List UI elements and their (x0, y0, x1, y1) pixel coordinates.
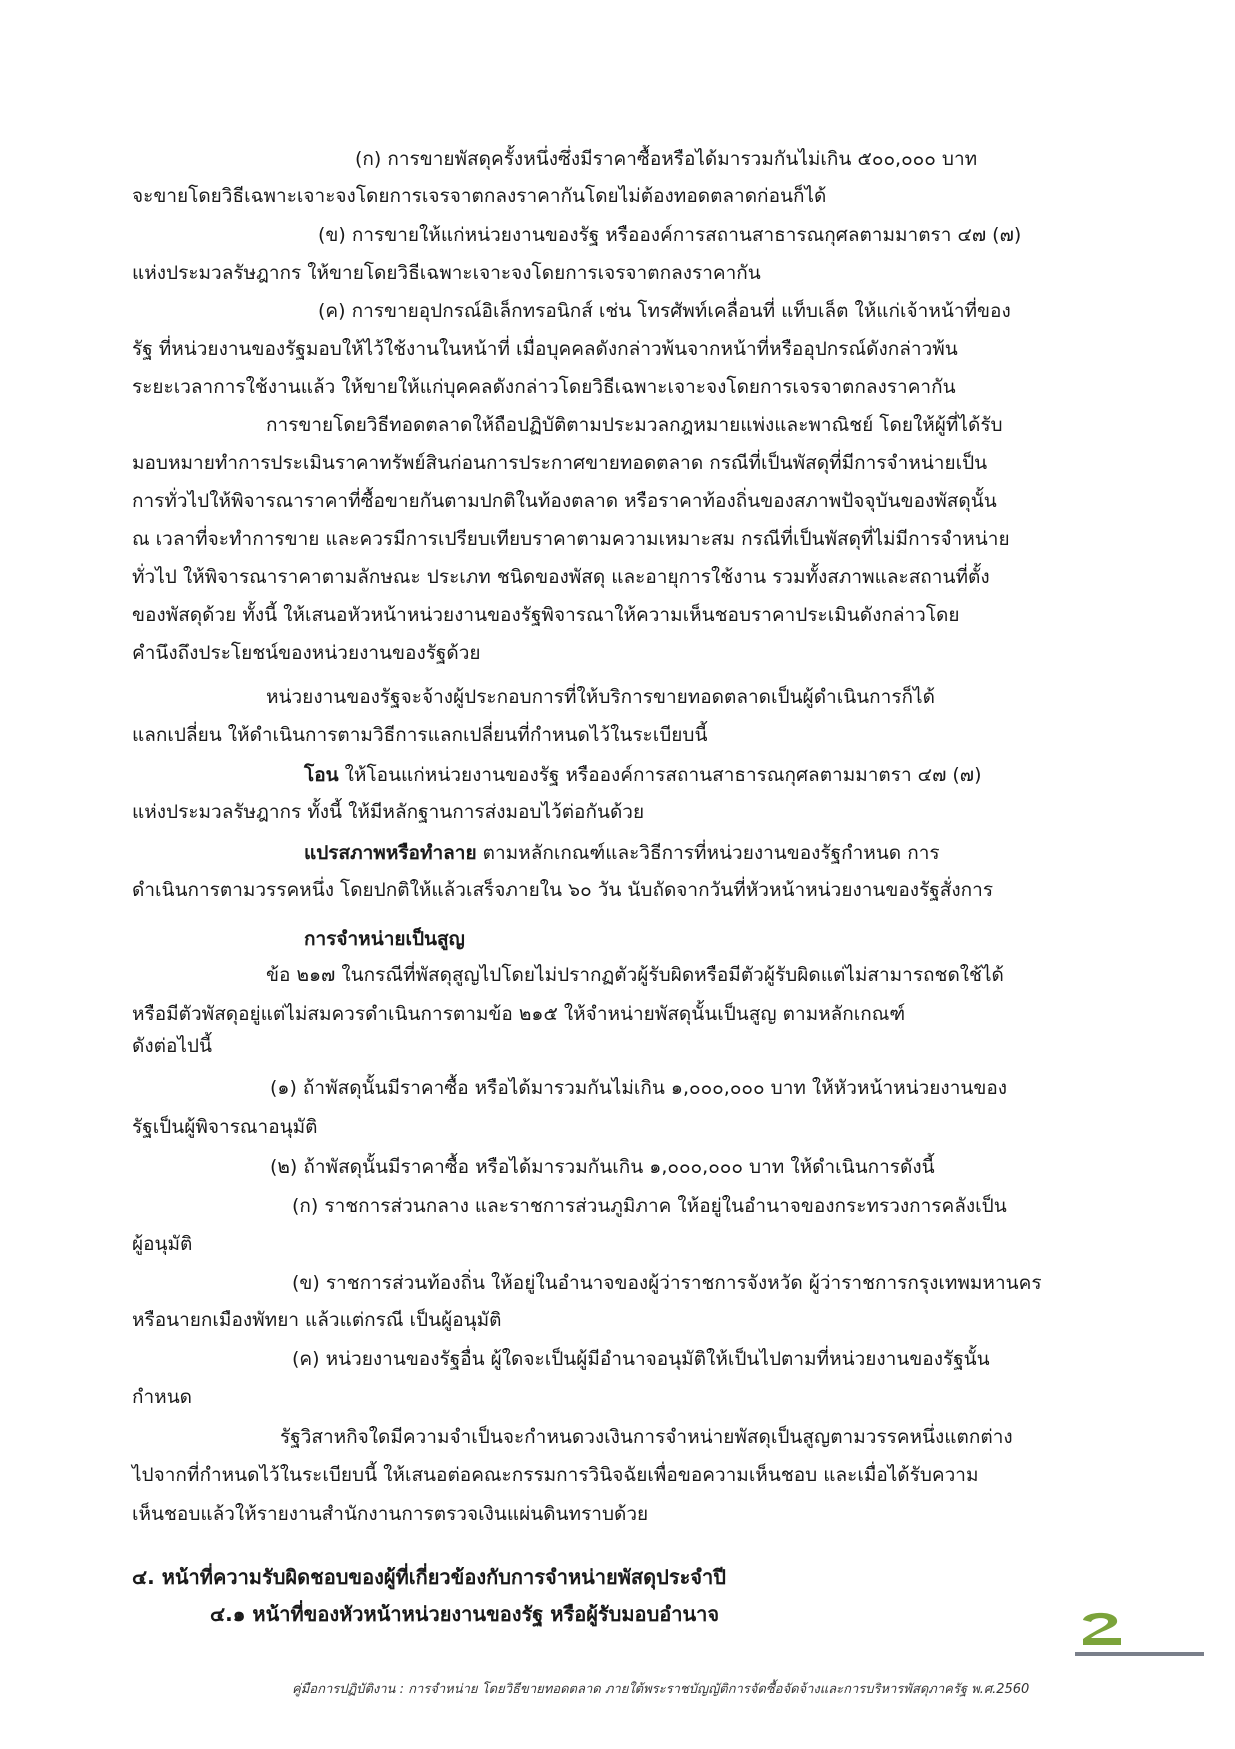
text-line: (ก) การขายพัสดุครั้งหนึ่งซึ่งมีราคาซื้อหรือได้มารวมกันไม่เกิน ๕๐๐,๐๐๐ บาท (355, 148, 978, 170)
text-line: หรือนายกเมืองพัทยา แล้วแต่กรณี เป็นผู้อนุมัติ (132, 1309, 502, 1331)
text-line: (๑) ถ้าพัสดุนั้นมีราคาซื้อ หรือได้มารวมกันไม่เกิน ๑,๐๐๐,๐๐๐ บาท ให้หัวหน้าหน่วยงานของ (270, 1077, 1008, 1099)
text-span: ให้โอนแก่หน่วยงานของรัฐ หรือองค์การสถานสาธารณกุศลตามมาตรา ๔๗ (๗) (338, 764, 982, 786)
text-line: หรือมีตัวพัสดุอยู่แต่ไม่สมควรดำเนินการตามข้อ ๒๑๕ ให้จำหน่ายพัสดุนั้นเป็นสูญ ตามหลักเกณฑ์ (132, 1003, 906, 1025)
text-line: (ข) ราชการส่วนท้องถิ่น ให้อยู่ในอำนาจของผู้ว่าราชการจังหวัด ผู้ว่าราชการกรุงเทพมหานคร (292, 1272, 1042, 1294)
text-line (304, 762, 982, 788)
text-line: รัฐเป็นผู้พิจารณาอนุมัติ (132, 1116, 318, 1138)
subsection-heading: ๔.๑ หน้าที่ของหัวหน้าหน่วยงานของรัฐ หรือผู้รับมอบอำนาจ (210, 1602, 720, 1626)
text-line: ผู้อนุมัติ (132, 1233, 193, 1255)
section-heading: การจำหน่ายเป็นสูญ (304, 928, 465, 950)
text-line: แห่งประมวลรัษฎากร ทั้งนี้ ให้มีหลักฐานการส่งมอบไว้ต่อกันด้วย (132, 801, 645, 823)
text-line: ข้อ ๒๑๗ ในกรณีที่พัสดุสูญไปโดยไม่ปรากฏตัวผู้รับผิดหรือมีตัวผู้รับผิดแต่ไม่สามารถชดใช้ได้ (266, 964, 1004, 986)
text-line: (ข) การขายให้แก่หน่วยงานของรัฐ หรือองค์การสถานสาธารณกุศลตามมาตรา ๔๗ (๗) (318, 224, 1022, 246)
text-line: ของพัสดุด้วย ทั้งนี้ ให้เสนอหัวหน้าหน่วยงานของรัฐพิจารณาให้ความเห็นชอบราคาประเมินดังกล่าวโดย (132, 604, 960, 626)
text-line: คำนึงถึงประโยชน์ของหน่วยงานของรัฐด้วย (132, 642, 481, 664)
section-heading: ๔. หน้าที่ความรับผิดชอบของผู้ที่เกี่ยวข้องกับการจำหน่ายพัสดุประจำปี (132, 1565, 726, 1589)
text-span: ตามหลักเกณฑ์และวิธีการที่หน่วยงานของรัฐกำหนด การ (476, 842, 940, 864)
text-line: แลกเปลี่ยน ให้ดำเนินการตามวิธีการแลกเปลี่ยนที่กำหนดไว้ในระเบียบนี้ (132, 724, 708, 746)
bold-term: โอน (304, 764, 339, 786)
footer-caption: คู่มือการปฏิบัติงาน : การจำหน่าย โดยวิธีขายทอดตลาด ภายใต้พระราชบัญญัติการจัดซื้อจัดจ้างและการบริหารพัสดุภาครัฐ พ.ศ.2560 (292, 1682, 1030, 1697)
text-line: ดังต่อไปนี้ (132, 1035, 212, 1057)
bold-term: แปรสภาพหรือทำลาย (304, 842, 477, 864)
text-line: เห็นชอบแล้วให้รายงานสำนักงานการตรวจเงินแผ่นดินทราบด้วย (132, 1503, 649, 1525)
text-line: จะขายโดยวิธีเฉพาะเจาะจงโดยการเจรจาตกลงราคากันโดยไม่ต้องทอดตลาดก่อนก็ได้ (132, 185, 827, 207)
text-line: รัฐ ที่หน่วยงานของรัฐมอบให้ไว้ใช้งานในหน้าที่ เมื่อบุคคลดังกล่าวพ้นจากหน้าที่หรืออุปกรณ์ดังกล่าวพ้น (132, 338, 958, 360)
text-line: (ค) หน่วยงานของรัฐอื่น ผู้ใดจะเป็นผู้มีอำนาจอนุมัติให้เป็นไปตามที่หน่วยงานของรัฐนั้น (292, 1348, 990, 1370)
text-line: หน่วยงานของรัฐจะจ้างผู้ประกอบการที่ให้บริการขายทอดตลาดเป็นผู้ดำเนินการก็ได้ (266, 686, 935, 708)
text-line: ไปจากที่กำหนดไว้ในระเบียบนี้ ให้เสนอต่อคณะกรรมการวินิจฉัยเพื่อขอความเห็นชอบ และเมื่อได้รับความ (132, 1464, 979, 1486)
text-line: ดำเนินการตามวรรคหนึ่ง โดยปกติให้แล้วเสร็จภายใน ๖๐ วัน นับถัดจากวันที่หัวหน้าหน่วยงานของรัฐสั่งการ (132, 879, 994, 901)
text-line: การทั่วไปให้พิจารณาราคาที่ซื้อขายกันตามปกติในท้องตลาด หรือราคาท้องถิ่นของสภาพปัจจุบันของพัสดุนั้น (132, 490, 997, 512)
text-line: กำหนด (132, 1386, 193, 1408)
text-line (304, 840, 940, 866)
text-line: (๒) ถ้าพัสดุนั้นมีราคาซื้อ หรือได้มารวมกันเกิน ๑,๐๐๐,๐๐๐ บาท ให้ดำเนินการดังนี้ (270, 1156, 935, 1178)
text-line: ทั่วไป ให้พิจารณาราคาตามลักษณะ ประเภท ชนิดของพัสดุ และอายุการใช้งาน รวมทั้งสภาพและสถานที่ตั้ง (132, 566, 990, 588)
page-number-mark-icon (1077, 1608, 1127, 1648)
text-line: มอบหมายทำการประเมินราคาทรัพย์สินก่อนการประกาศขายทอดตลาด กรณีที่เป็นพัสดุที่มีการจำหน่ายเป็น (132, 452, 988, 474)
text-line: (ก) ราชการส่วนกลาง และราชการส่วนภูมิภาค ให้อยู่ในอำนาจของกระทรวงการคลังเป็น (292, 1195, 1007, 1217)
text-line: ณ เวลาที่จะทำการขาย และควรมีการเปรียบเทียบราคาตามความเหมาะสม กรณีที่เป็นพัสดุที่ไม่มีการจำหน่าย (132, 528, 1010, 550)
text-line: (ค) การขายอุปกรณ์อิเล็กทรอนิกส์ เช่น โทรศัพท์เคลื่อนที่ แท็บเล็ต ให้แก่เจ้าหน้าที่ของ (318, 300, 1011, 322)
text-line: รัฐวิสาหกิจใดมีความจำเป็นจะกำหนดวงเงินการจำหน่ายพัสดุเป็นสูญตามวรรคหนึ่งแตกต่าง (280, 1426, 1013, 1448)
text-line: แห่งประมวลรัษฎากร ให้ขายโดยวิธีเฉพาะเจาะจงโดยการเจรจาตกลงราคากัน (132, 262, 761, 284)
text-line: ระยะเวลาการใช้งานแล้ว ให้ขายให้แก่บุคคลดังกล่าวโดยวิธีเฉพาะเจาะจงโดยการเจรจาตกลงราคากัน (132, 376, 956, 398)
page-divider-bar (1075, 1652, 1204, 1656)
text-line: การขายโดยวิธีทอดตลาดให้ถือปฏิบัติตามประมวลกฎหมายแพ่งและพาณิชย์ โดยให้ผู้ที่ได้รับ (266, 414, 1003, 436)
